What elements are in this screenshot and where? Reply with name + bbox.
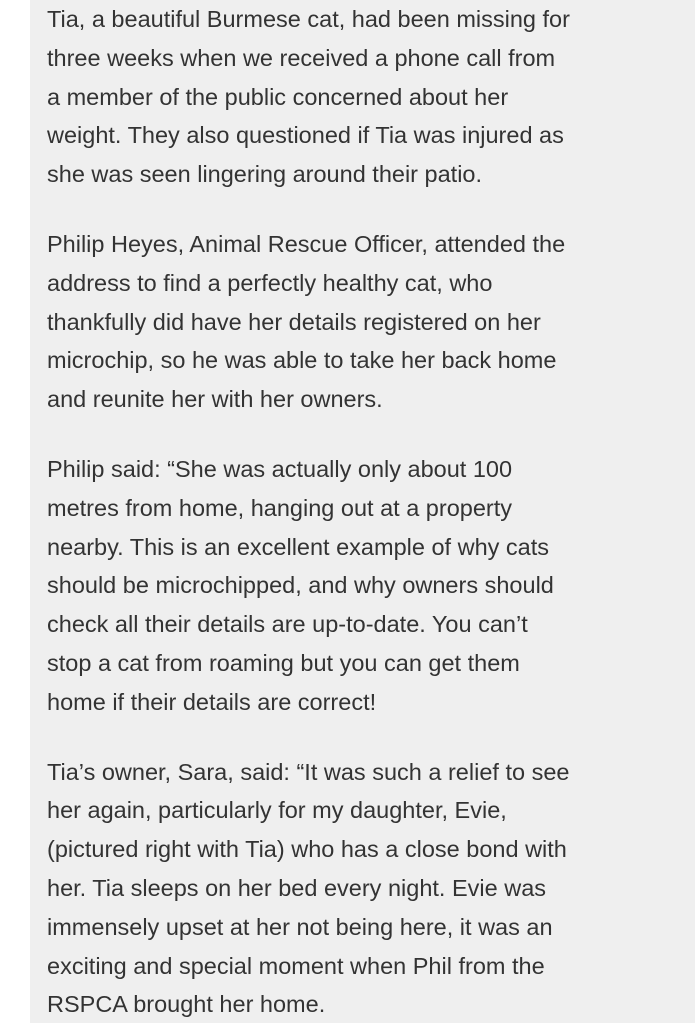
paragraph-line: check all their details are up-to-date. You can’t [47,611,528,638]
paragraph-2 [47,225,657,419]
article-body [47,0,657,1023]
paragraph-line: weight. They also questioned if Tia was injured as [47,122,564,149]
paragraph-line: her. Tia sleeps on her bed every night. Evie was [47,874,547,901]
paragraph-line: stop a cat from roaming but you can get them [47,649,520,676]
paragraph-line: her again, particularly for my daughter, Evie, [47,797,507,824]
paragraph-line: metres from home, hanging out at a property [47,494,513,521]
paragraph-line: should be microchipped, and why owners should [47,572,554,599]
paragraph-1 [47,0,657,194]
paragraph-line: exciting and special moment when Phil from the [47,952,545,979]
paragraph-4 [47,753,657,1023]
paragraph-line: a member of the public concerned about her [47,83,509,110]
paragraph-line: Tia, a beautiful Burmese cat, had been missing for [47,6,570,32]
paragraph-line: she was seen lingering around their patio. [47,161,483,188]
paragraph-line: and reunite her with her owners. [47,386,383,413]
paragraph-line: nearby. This is an excellent example of why cats [47,533,550,560]
paragraph-line: thankfully did have her details registered on her [47,308,541,335]
paragraph-line: RSPCA brought her home. [47,991,326,1018]
paragraph-line: immensely upset at her not being here, it was an [47,913,553,940]
paragraph-line: Philip Heyes, Animal Rescue Officer, attended the [47,230,566,257]
paragraph-line: home if their details are correct! [47,688,377,715]
paragraph-line: Philip said: “She was actually only about 100 [47,455,513,482]
paragraph-line: Tia’s owner, Sara, said: “It was such a relief to see [47,758,570,785]
paragraph-line: microchip, so he was able to take her back home [47,347,557,374]
paragraph-line: address to find a perfectly healthy cat, who [47,269,493,296]
paragraph-line: (pictured right with Tia) who has a close bond with [47,836,567,863]
paragraph-3 [47,450,657,722]
paragraph-line: three weeks when we received a phone call from [47,44,556,71]
